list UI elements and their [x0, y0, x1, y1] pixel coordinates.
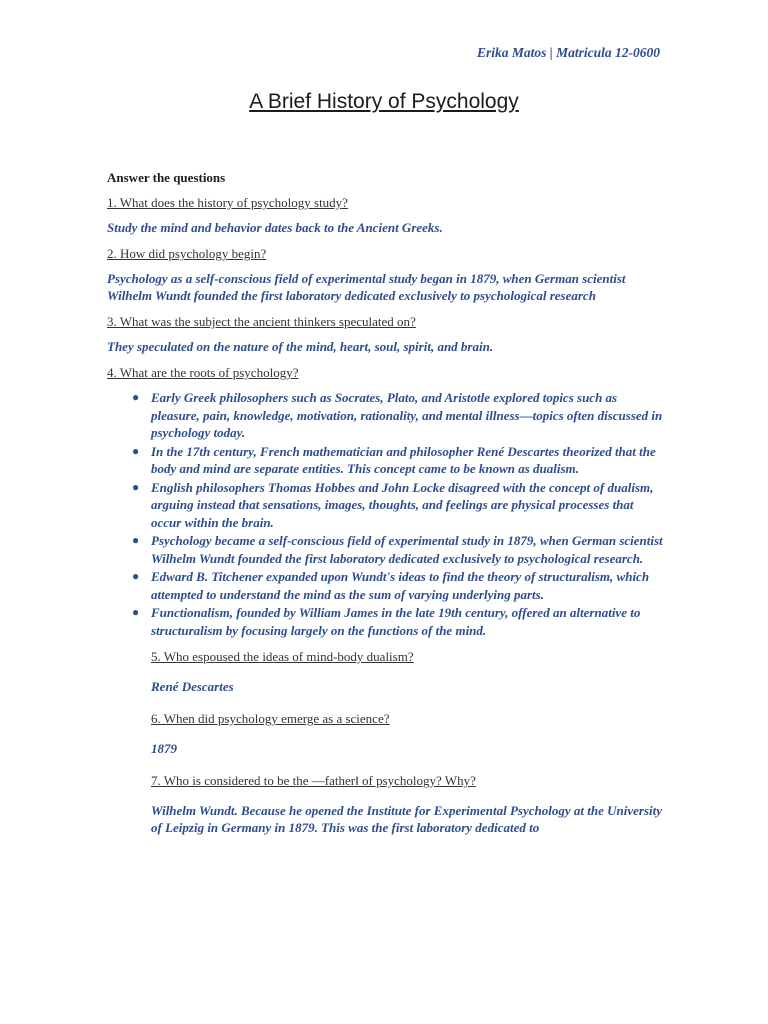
question-7: 7. Who is considered to be the ―father‖ of psychology? Why?: [151, 773, 476, 788]
question-4: 4. What are the roots of psychology?: [107, 365, 299, 380]
answer-1: Study the mind and behavior dates back to the Ancient Greeks.: [107, 220, 443, 235]
list-item: ● Functionalism, founded by William James in the late 19th century, offered an alternative to structuralism by focusing largely on the functions of the mind.: [132, 605, 641, 638]
answer-3: They speculated on the nature of the mind, heart, soul, spirit, and brain.: [107, 339, 494, 354]
answer-7: Wilhelm Wundt. Because he opened the Institute for Experimental Psychology at the University of Leipzig in Germany in 1879. This was the first laboratory dedicated to: [151, 803, 662, 835]
bullet-icon: ●: [132, 479, 140, 494]
answer-2: Psychology as a self-conscious field of experimental study began in 1879, when German scientist Wilhelm Wundt founded the first laboratory dedicated exclusively to psychological research: [107, 271, 626, 303]
list-item: ● Early Greek philosophers such as Socrates, Plato, and Aristotle explored topics such as pleasure, pain, knowledge, motivation, rationality, and mental illness—topics often discussed in psychology today.: [132, 390, 663, 440]
list-item: ● English philosophers Thomas Hobbes and John Locke disagreed with the concept of dualism, arguing instead that sensations, images, thoughts, and feelings are physical processes that occur within the brain.: [132, 479, 654, 530]
question-2: 2. How did psychology begin?: [107, 246, 267, 261]
bullet-icon: ●: [132, 569, 140, 583]
answer-5: René Descartes: [151, 679, 234, 694]
bullet-icon: ●: [132, 443, 140, 458]
answer-6: 1879: [151, 741, 177, 756]
instruction-text: Answer the questions: [107, 170, 226, 185]
page-title: A Brief History of Psychology: [249, 90, 519, 113]
question-3: 3. What was the subject the ancient thinkers speculated on?: [107, 314, 416, 329]
bullet-icon: ●: [132, 605, 140, 619]
list-item: ● Edward B. Titchener expanded upon Wundt's ideas to find the theory of structuralism, which attempted to understand the mind as the sum of varying underlying parts.: [132, 569, 650, 602]
question-6: 6. When did psychology emerge as a science?: [151, 711, 390, 726]
author-header: Erika Matos | Matricula 12-0600: [477, 45, 660, 60]
roots-list: [107, 389, 667, 639]
list-item: ● Psychology became a self-conscious field of experimental study in 1879, when German scientist Wilhelm Wundt founded the first laboratory dedicated exclusively to psychological research.: [132, 533, 663, 566]
document-body: [107, 170, 667, 852]
list-item: ● In the 17th century, French mathematician and philosopher René Descartes theorized that the body and mind are separate entities. This concept came to be known as dualism.: [132, 443, 656, 476]
bullet-icon: ●: [132, 390, 140, 404]
question-1: 1. What does the history of psychology study?: [107, 195, 348, 210]
bullet-icon: ●: [132, 533, 140, 547]
question-5: 5. Who espoused the ideas of mind-body dualism?: [151, 649, 414, 664]
indented-questions: [107, 649, 667, 836]
